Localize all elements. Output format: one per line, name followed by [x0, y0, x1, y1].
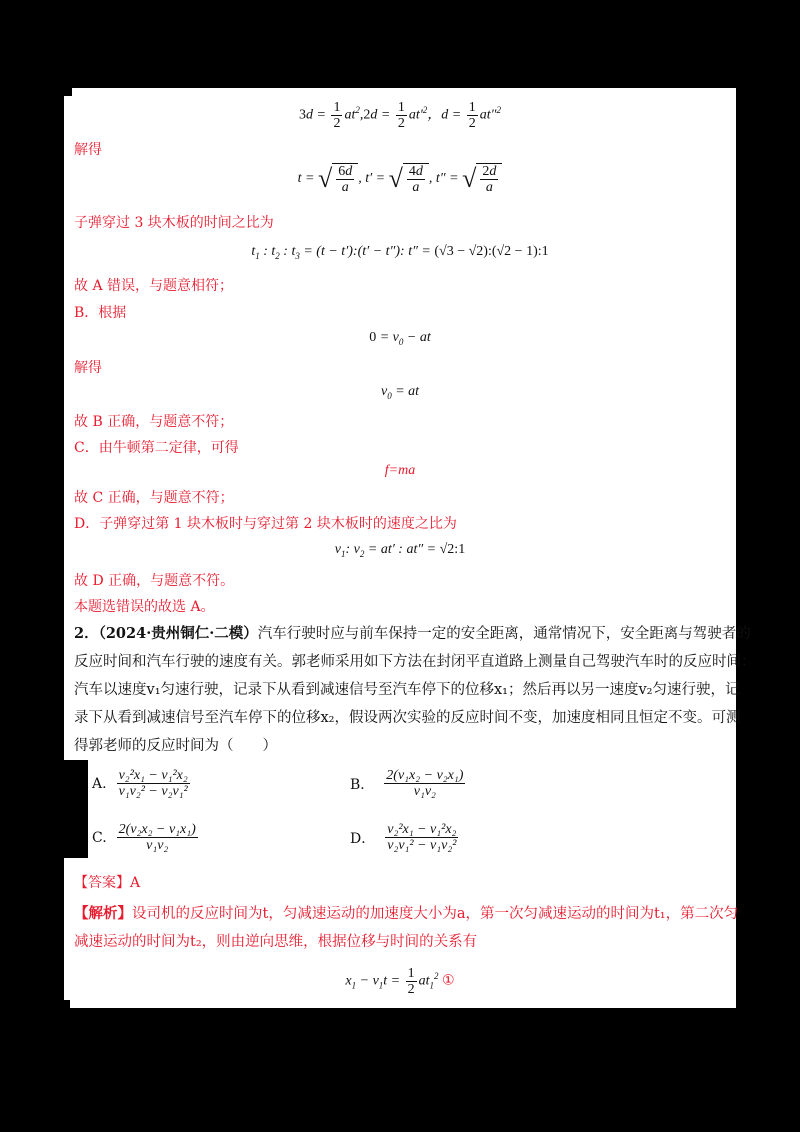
option-denominator: v₁v₂ — [413, 784, 436, 799]
option-d-intro: D．子弹穿过第 1 块木板时与穿过第 2 块木板时的速度之比为 — [74, 516, 457, 532]
option-label: A. — [92, 775, 107, 792]
equation-c: f=ma — [384, 463, 416, 478]
scan-border — [64, 88, 72, 96]
conclusion-a: 故 A 错误，与题意相符； — [74, 278, 234, 294]
question-text-line: 汽车以速度v₁匀速行驶，记录下从看到减速信号至汽车停下的位移x₁；然后再以另一速度v₂匀速行驶，记 — [74, 682, 740, 698]
option-numerator: 2(v₂x₂ − v₁x₁) — [118, 822, 196, 837]
conclusion-d: 故 D 正确，与题意不符。 — [74, 573, 235, 589]
scan-border — [64, 760, 88, 858]
option-numerator: v₂²x₁ − v₁²x₂ — [118, 768, 188, 783]
analysis-text-line: 设司机的反应时间为t，匀减速运动的加速度大小为a，第一次匀减速运动的时间为t₁，第二次匀 — [132, 906, 739, 922]
scan-border — [64, 1000, 70, 1008]
equation-d: $v_1$: $v_2 = at'$ : at″ = √2:1 — [334, 542, 466, 559]
solve-label-2: 解得 — [74, 360, 102, 376]
equation-times: t = √ $\frac{6d}{a}$ , t′ = √ $\frac{4d}{a}$ , t″ = √ $\frac{2d}{a}$ — [64, 163, 736, 195]
option-b[interactable] — [350, 768, 467, 799]
option-denominator: v₁v₂ — [146, 838, 169, 853]
question-text-line: 汽车行驶时应与前车保持一定的安全距离，通常情况下，安全距离与驾驶者的 — [257, 626, 751, 642]
equation-b: $0 = v_0$ − at — [369, 330, 431, 347]
option-b-intro: B．根据 — [74, 305, 127, 321]
question-2 — [74, 620, 756, 760]
question-text-line: 录下从看到减速信号至汽车停下的位移x₂，假设两次实验的反应时间不变，加速度相同且恒定不变。可测 — [74, 710, 741, 726]
analysis-text-line: 减速运动的时间为t₂，则由逆向思维，根据位移与时间的关系有 — [74, 934, 478, 950]
answer-label: 【答案】 — [74, 875, 130, 891]
analysis-label: 【解析】 — [74, 905, 132, 922]
option-denominator: v₁v₂² − v₂v₁² — [118, 784, 188, 799]
conclusion-c: 故 C 正确，与题意不符； — [74, 490, 234, 506]
equation-displacements: 3d = $\frac{1}{2}$ $at^2,2d$ = $\frac{1}{2}$ $at'^2$，d = $\frac{1}{2}$ at″$^2$ — [299, 100, 501, 131]
option-c-intro: C．由牛顿第二定律，可得 — [74, 440, 239, 456]
question-number: 2． — [74, 625, 99, 642]
option-label: C. — [92, 829, 107, 846]
equation-marker: ① — [442, 973, 455, 989]
ratio-intro: 子弹穿过 3 块木板的时间之比为 — [74, 215, 274, 231]
option-c[interactable] — [92, 822, 200, 853]
final-choice: 本题选错误的故选 A。 — [74, 599, 215, 615]
option-numerator: v₂²x₁ − v₁²x₂ — [387, 822, 457, 837]
option-d[interactable] — [350, 822, 460, 853]
question-text-line: 得郭老师的反应时间为（ ） — [74, 738, 277, 754]
answer-value: A — [130, 875, 141, 891]
question-source: （2024·贵州铜仁·二模） — [98, 625, 258, 642]
option-numerator: 2(v₁x₂ − v₂x₁) — [386, 768, 464, 783]
question-text-line: 反应时间和汽车行驶的速度有关。郭老师采用如下方法在封闭平直道路上测量自己驾驶汽车时的反应时间： — [74, 654, 756, 670]
option-denominator: v₂v₁² − v₁v₂² — [387, 838, 457, 853]
equation-b-result: $v_0$ = at — [380, 384, 420, 401]
equation-1: $x_1 - v_1t$ = $\frac{1}{2}$ $at_1^2$ ① — [345, 966, 455, 997]
solve-label: 解得 — [74, 142, 102, 158]
equation-ratio: $t_1$ : $t_2$ : $t_3 = (t$ − t′):(t′ − t″): t″ = (√3 − √2):(√2 − 1):1 — [251, 244, 549, 261]
analysis — [74, 900, 739, 956]
conclusion-b: 故 B 正确，与题意不符； — [74, 414, 234, 430]
option-label: B． — [350, 776, 375, 793]
answer-line — [74, 873, 140, 893]
option-a[interactable] — [92, 768, 192, 799]
option-label: D． — [350, 830, 376, 847]
